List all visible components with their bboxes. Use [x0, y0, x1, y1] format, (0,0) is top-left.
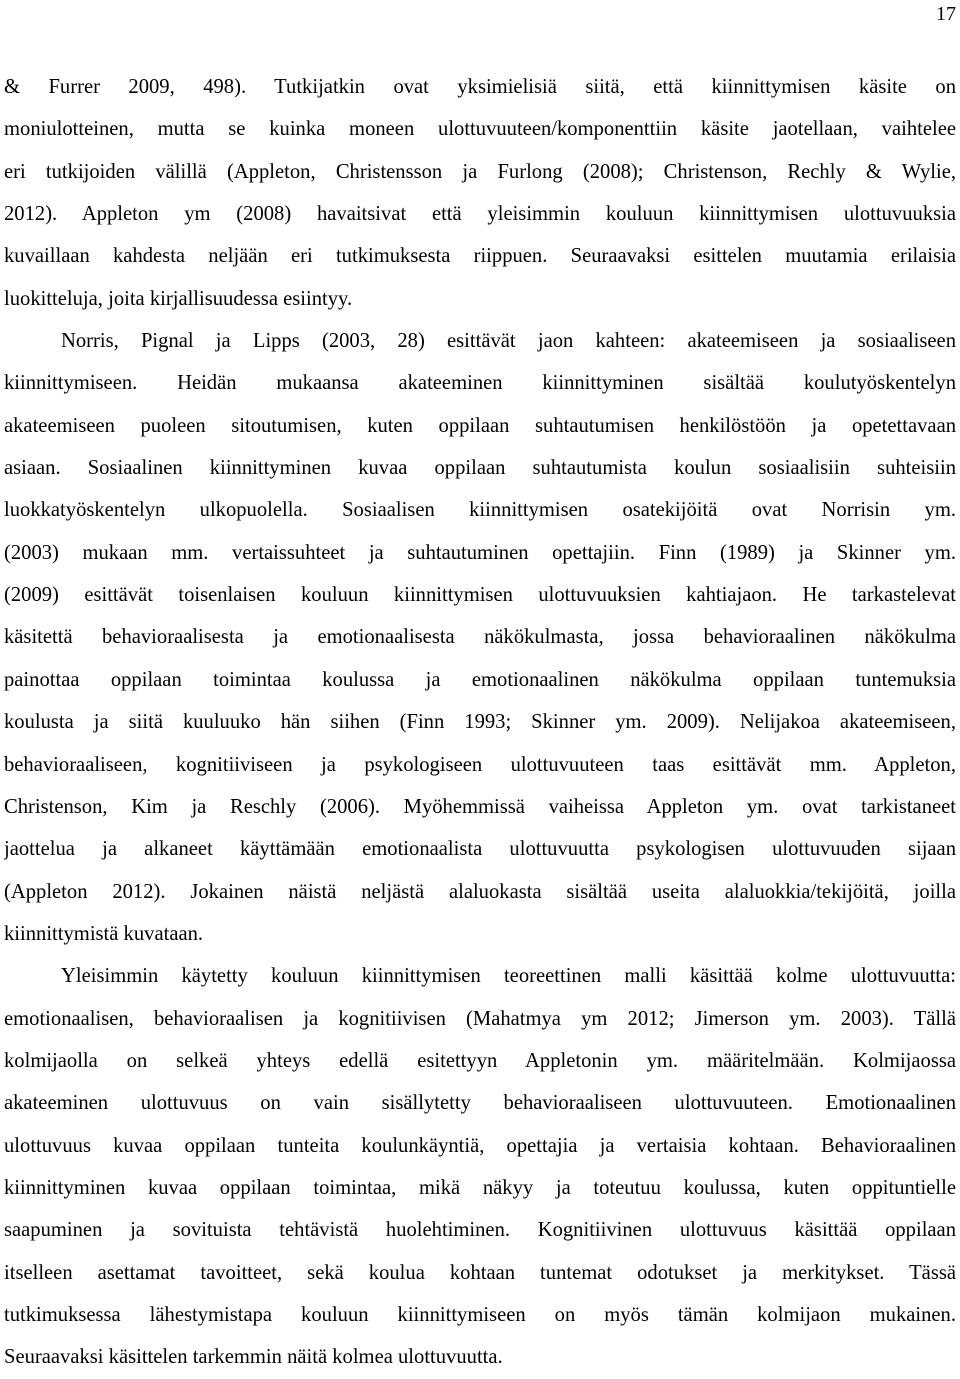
text-line: emotionaalisen, behavioraalisen ja kognitiivisen (Mahatmya ym 2012; Jimerson ym. 2003). Tällä [4, 1007, 956, 1030]
text-line: & Furrer 2009, 498). Tutkijatkin ovat yksimielisiä siitä, että kiinnittymisen käsite on [4, 76, 956, 98]
text-line: (Appleton 2012). Jokainen näistä neljästä alaluokasta sisältää useita alaluokkia/tekijöitä, joilla [4, 880, 956, 903]
text-line: 2012). Appleton ym (2008) havaitsivat että yleisimmin kouluun kiinnittymisen ulottuvuuksia [4, 203, 956, 226]
text-line: koulusta ja siitä kuuluuko hän siihen (Finn 1993; Skinner ym. 2009). Nelijakoa akateemiseen, [4, 711, 956, 734]
page-number: 17 [936, 3, 956, 25]
paragraph [4, 66, 956, 320]
text-line: painottaa oppilaan toimintaa koulussa ja emotionaalinen näkökulma oppilaan tuntemuksia [4, 668, 956, 691]
document-body [4, 66, 956, 1379]
text-line: tutkimuksessa lähestymistapa kouluun kiinnittymiseen on myös tämän kolmijaon mukainen. [4, 1303, 956, 1326]
text-line: akateeminen ulottuvuus on vain sisällytetty behavioraaliseen ulottuvuuteen. Emotionaalinen [4, 1092, 956, 1115]
text-line: luokkatyöskentelyn ulkopuolella. Sosiaalisen kiinnittymisen osatekijöitä ovat Norrisin ym. [4, 499, 956, 522]
text-line: behavioraaliseen, kognitiiviseen ja psykologiseen ulottuvuuteen taas esittävät mm. Appleton, [4, 753, 956, 776]
text-line: kiinnittymiseen. Heidän mukaansa akateeminen kiinnittyminen sisältää koulutyöskentelyn [4, 372, 956, 395]
text-line: moniulotteinen, mutta se kuinka moneen ulottuvuuteen/komponenttiin käsite jaotellaan, vaihtelee [4, 118, 956, 141]
text-line: kiinnittyminen kuvaa oppilaan toimintaa, mikä näkyy ja toteutuu koulussa, kuten oppituntielle [4, 1176, 956, 1199]
text-line: jaottelua ja alkaneet käyttämään emotionaalista ulottuvuutta psykologisen ulottuvuuden sijaan [4, 838, 956, 861]
text-line: kiinnittymistä kuvataan. [4, 922, 204, 945]
text-line: (2003) mukaan mm. vertaissuhteet ja suhtautuminen opettajiin. Finn (1989) ja Skinner ym. [4, 541, 956, 564]
paragraph [4, 320, 956, 955]
text-line: Yleisimmin käytetty kouluun kiinnittymisen teoreettinen malli käsittää kolme ulottuvuutta: [61, 965, 956, 988]
text-line: Seuraavaksi käsittelen tarkemmin näitä kolmea ulottuvuutta. [4, 1346, 503, 1369]
text-line: kuvaillaan kahdesta neljään eri tutkimuksesta riippuen. Seuraavaksi esittelen muutamia erilaisia [4, 245, 956, 268]
text-line: kolmijaolla on selkeä yhteys edellä esitettyyn Appletonin ym. määritelmään. Kolmijaossa [4, 1049, 956, 1072]
text-line: eri tutkijoiden välillä (Appleton, Christensson ja Furlong (2008); Christenson, Rechly & Wylie, [4, 160, 956, 183]
text-line: ulottuvuus kuvaa oppilaan tunteita koulunkäyntiä, opettajia ja vertaisia kohtaan. Behavioraalinen [4, 1134, 956, 1157]
text-line: asiaan. Sosiaalinen kiinnittyminen kuvaa oppilaan suhtautumista koulun sosiaalisiin suhteisiin [4, 457, 956, 480]
text-line: akateemiseen puoleen sitoutumisen, kuten oppilaan suhtautumisen henkilöstöön ja opetettavaan [4, 414, 956, 437]
text-line: Norris, Pignal ja Lipps (2003, 28) esittävät jaon kahteen: akateemiseen ja sosiaaliseen [61, 330, 956, 353]
text-line: (2009) esittävät toisenlaisen kouluun kiinnittymisen ulottuvuuksien kahtiajaon. He tarkastelevat [4, 584, 956, 607]
text-line: käsitettä behavioraalisesta ja emotionaalisesta näkökulmasta, jossa behavioraalinen näkökulma [4, 626, 956, 649]
paragraph [4, 955, 956, 1378]
text-line: itselleen asettamat tavoitteet, sekä koulua kohtaan tuntemat odotukset ja merkitykset. Tässä [4, 1261, 956, 1284]
text-line: Christenson, Kim ja Reschly (2006). Myöhemmissä vaiheissa Appleton ym. ovat tarkistaneet [4, 795, 956, 818]
text-line: saapuminen ja sovituista tehtävistä huolehtiminen. Kognitiivinen ulottuvuus käsittää oppilaan [4, 1219, 956, 1242]
text-line: luokitteluja, joita kirjallisuudessa esiintyy. [4, 287, 353, 310]
